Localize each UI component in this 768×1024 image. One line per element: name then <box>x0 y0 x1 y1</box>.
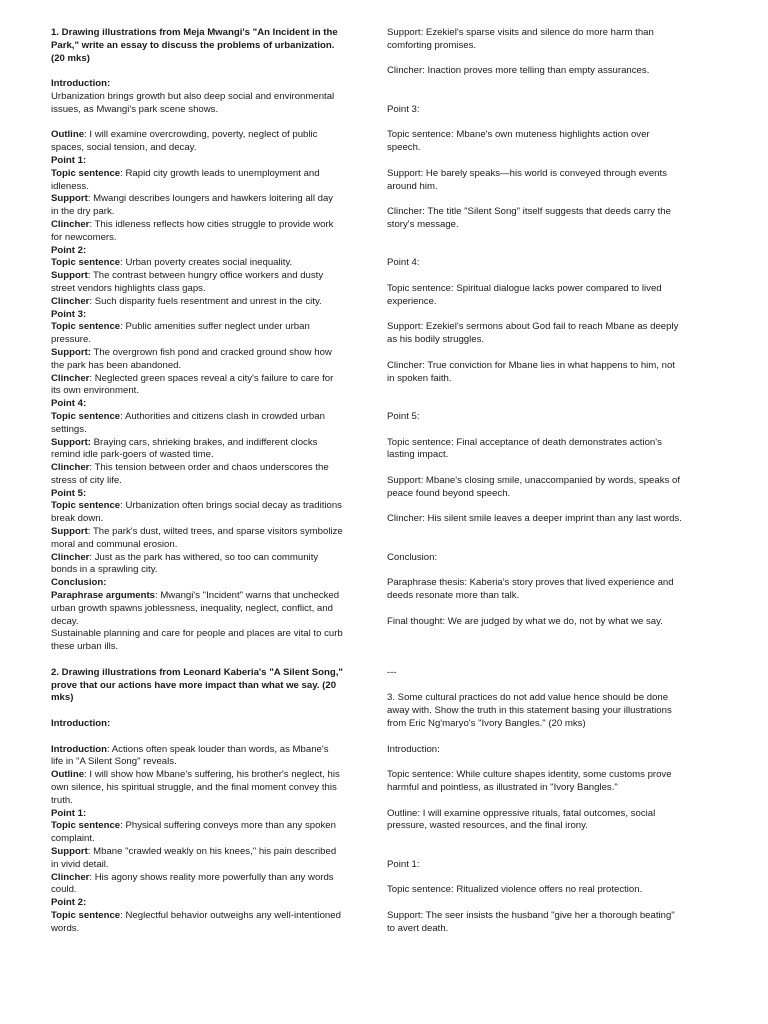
section-separator: --- <box>387 666 397 678</box>
clincher-text: : This idleness reflects how cities struggle to provide work for newcomers. <box>51 218 334 243</box>
q2-point1-heading: Point 1: <box>51 807 87 819</box>
q1-support <box>51 193 343 219</box>
support-text: Braying cars, shrieking brakes, and indifferent clocks remind idle park-goers of wasted time. <box>51 436 318 461</box>
support-label: Support <box>51 526 88 538</box>
q2-p2-clincher: Clincher: Inaction proves more telling than empty assurances. <box>387 65 650 77</box>
q1-support <box>51 437 343 463</box>
topic-label: Topic sentence <box>51 909 121 921</box>
outline-label: Outline <box>51 129 85 141</box>
q1-paraphrase <box>51 590 343 628</box>
q3-topic: Topic sentence: While culture shapes identity, some customs prove harmful and pointless, as illustrated in "Ivory Bangles." <box>387 769 672 794</box>
q3-p1-support: Support: The seer insists the husband "give her a thorough beating" to avert death. <box>387 909 675 934</box>
q2-p5-support: Support: Mbane's closing smile, unaccompanied by words, speaks of peace found beyond speech. <box>387 474 680 499</box>
outline-label: Outline <box>51 769 85 781</box>
q1-conclusion-heading: Conclusion: <box>51 577 107 589</box>
q2-p1-topic <box>51 820 343 846</box>
q1-topic-sentence <box>51 321 343 347</box>
right-column <box>387 27 683 936</box>
topic-label: Topic sentence <box>51 321 121 333</box>
topic-label: Topic sentence <box>51 820 121 832</box>
q2-final-thought: Final thought: We are judged by what we do, not by what we say. <box>387 615 663 627</box>
q1-support <box>51 270 343 296</box>
q2-p4-clincher: Clincher: True conviction for Mbane lies in what happens to him, not in spoken faith. <box>387 359 675 384</box>
q2-p3-clincher: Clincher: The title "Silent Song" itself suggests that deeds carry the story's message. <box>387 206 671 230</box>
topic-label: Topic sentence <box>51 410 121 422</box>
q1-support <box>51 526 343 552</box>
q1-point-heading: Point 2: <box>51 244 87 256</box>
q1-clincher <box>51 296 343 309</box>
outline-text: : I will examine overcrowding, poverty, neglect of public spaces, social tension, and decay. <box>51 129 318 154</box>
q1-topic-sentence <box>51 500 343 526</box>
q1-topic-sentence <box>51 257 343 270</box>
q1-point-heading: Point 4: <box>51 398 87 410</box>
clincher-label: Clincher <box>51 871 90 883</box>
q2-p1-support <box>51 846 343 872</box>
topic-text: : Physical suffering conveys more than any spoken complaint. <box>51 820 336 845</box>
support-label: Support: <box>51 436 91 448</box>
q2-p3-topic: Topic sentence: Mbane's own muteness highlights action over speech. <box>387 129 650 154</box>
support-text: : The contrast between hungry office workers and dusty street vendors highlights class gaps. <box>51 270 324 294</box>
topic-text: : Neglectful behavior outweighs any well-intentioned words. <box>51 909 341 934</box>
topic-text: : Public amenities suffer neglect under urban pressure. <box>51 321 310 346</box>
support-text: : Mwangi describes loungers and hawkers loitering all day in the dry park. <box>51 193 334 218</box>
q2-p3-support: Support: He barely speaks—his world is conveyed through events around him. <box>387 167 667 192</box>
q3-intro-heading: Introduction: <box>387 743 440 755</box>
clincher-text: : Such disparity fuels resentment and unrest in the city. <box>89 295 322 307</box>
clincher-label: Clincher <box>51 372 90 384</box>
q2-p5-clincher: Clincher: His silent smile leaves a deeper imprint than any last words. <box>387 513 682 525</box>
q2-p2-topic <box>51 910 343 936</box>
outline-text: : I will show how Mbane's suffering, his brother's neglect, his own silence, his spiritual struggle, and the final moment convey this truth. <box>51 769 340 806</box>
support-label: Support <box>51 270 88 282</box>
q1-clincher <box>51 552 343 578</box>
q2-p5-topic: Topic sentence: Final acceptance of death demonstrates action's lasting impact. <box>387 436 662 461</box>
intro-label: Introduction <box>51 743 107 755</box>
q1-final-text: Sustainable planning and care for people and places are vital to curb these urban ills. <box>51 628 343 653</box>
q2-point2-heading: Point 2: <box>51 897 87 909</box>
topic-label: Topic sentence <box>51 167 121 179</box>
q1-topic-sentence <box>51 168 343 194</box>
clincher-text: : This tension between order and chaos underscores the stress of city life. <box>51 462 329 486</box>
q2-p2-support: Support: Ezekiel's sparse visits and silence do more harm than comforting promises. <box>387 27 654 51</box>
paraphrase-label: Paraphrase arguments <box>51 590 155 602</box>
q2-conclusion-heading: Conclusion: <box>387 551 438 563</box>
support-text: The overgrown fish pond and cracked ground show how the park has been abandoned. <box>51 346 332 371</box>
q2-p4-topic: Topic sentence: Spiritual dialogue lacks power compared to lived experience. <box>387 282 662 307</box>
q1-clincher <box>51 373 343 399</box>
q2-outline <box>51 769 343 807</box>
q2-intro-heading: Introduction: <box>51 718 111 730</box>
q1-intro-heading: Introduction: <box>51 78 111 90</box>
q2-paraphrase: Paraphrase thesis: Kaberia's story proves that lived experience and deeds resonate more than talk. <box>387 577 674 602</box>
q3-title: 3. Some cultural practices do not add value hence should be done away with. Show the truth in this statement basing your illustrations from Eric Ng'maryo's "Ivory Bangles." (20 mks) <box>387 692 672 730</box>
q3-p1-topic: Topic sentence: Ritualized violence offers no real protection. <box>387 884 643 896</box>
clincher-text: : Neglected green spaces reveal a city's failure to care for its own environment. <box>51 372 334 397</box>
q1-intro-text: Urbanization brings growth but also deep social and environmental issues, as Mwangi's park scene shows. <box>51 90 335 115</box>
support-text: : The park's dust, wilted trees, and sparse visitors symbolize moral and communal erosion. <box>51 526 343 550</box>
topic-label: Topic sentence <box>51 257 121 269</box>
topic-label: Topic sentence <box>51 500 121 512</box>
left-column <box>51 27 343 936</box>
q3-point1-heading: Point 1: <box>387 858 420 870</box>
q3-outline: Outline: I will examine oppressive rituals, fatal outcomes, social pressure, wasted resources, and the final irony. <box>387 807 656 832</box>
q1-point-heading: Point 1: <box>51 154 87 166</box>
clincher-text: : His agony shows reality more powerfully than any words could. <box>51 871 334 896</box>
q1-support <box>51 347 343 373</box>
support-label: Support: <box>51 346 91 358</box>
topic-text: : Urbanization often brings social decay as traditions break down. <box>51 500 342 525</box>
topic-text: : Rapid city growth leads to unemployment and idleness. <box>51 167 320 192</box>
q2-point5-heading: Point 5: <box>387 410 420 422</box>
q1-point-heading: Point 3: <box>51 308 87 320</box>
q2-title: 2. Drawing illustrations from Leonard Kaberia's "A Silent Song," prove that our actions have more impact than what we say. (20 mks) <box>51 666 343 704</box>
q1-clincher <box>51 219 343 245</box>
intro-text: : Actions often speak louder than words, as Mbane's life in "A Silent Song" reveals. <box>51 743 329 768</box>
q1-clincher <box>51 462 343 488</box>
q2-point4-heading: Point 4: <box>387 257 420 269</box>
q1-point-heading: Point 5: <box>51 487 87 499</box>
topic-text: : Authorities and citizens clash in crowded urban settings. <box>51 410 325 435</box>
q1-outline <box>51 129 343 155</box>
clincher-label: Clincher <box>51 295 90 307</box>
support-label: Support <box>51 193 88 205</box>
q2-point3-heading: Point 3: <box>387 103 420 115</box>
q2-intro <box>51 744 343 770</box>
support-label: Support <box>51 846 88 857</box>
topic-text: : Urban poverty creates social inequality. <box>120 257 293 269</box>
clincher-label: Clincher <box>51 551 90 563</box>
clincher-text: : Just as the park has withered, so too can community bonds in a sprawling city. <box>51 551 319 576</box>
q1-title: 1. Drawing illustrations from Meja Mwangi's "An Incident in the Park," write an essay to discuss the problems of urbanization. (20 mks) <box>51 27 338 64</box>
clincher-label: Clincher <box>51 218 90 230</box>
clincher-label: Clincher <box>51 462 90 474</box>
paraphrase-text: : Mwangi's "Incident" warns that unchecked urban growth spawns joblessness, inequality, neglect, conflict, and decay. <box>51 590 340 627</box>
support-text: : Mbane "crawled weakly on his knees," his pain described in vivid detail. <box>51 846 337 870</box>
q1-topic-sentence <box>51 411 343 437</box>
q2-p1-clincher <box>51 872 343 898</box>
q2-p4-support: Support: Ezekiel's sermons about God fail to reach Mbane as deeply as his bodily struggles. <box>387 321 679 346</box>
